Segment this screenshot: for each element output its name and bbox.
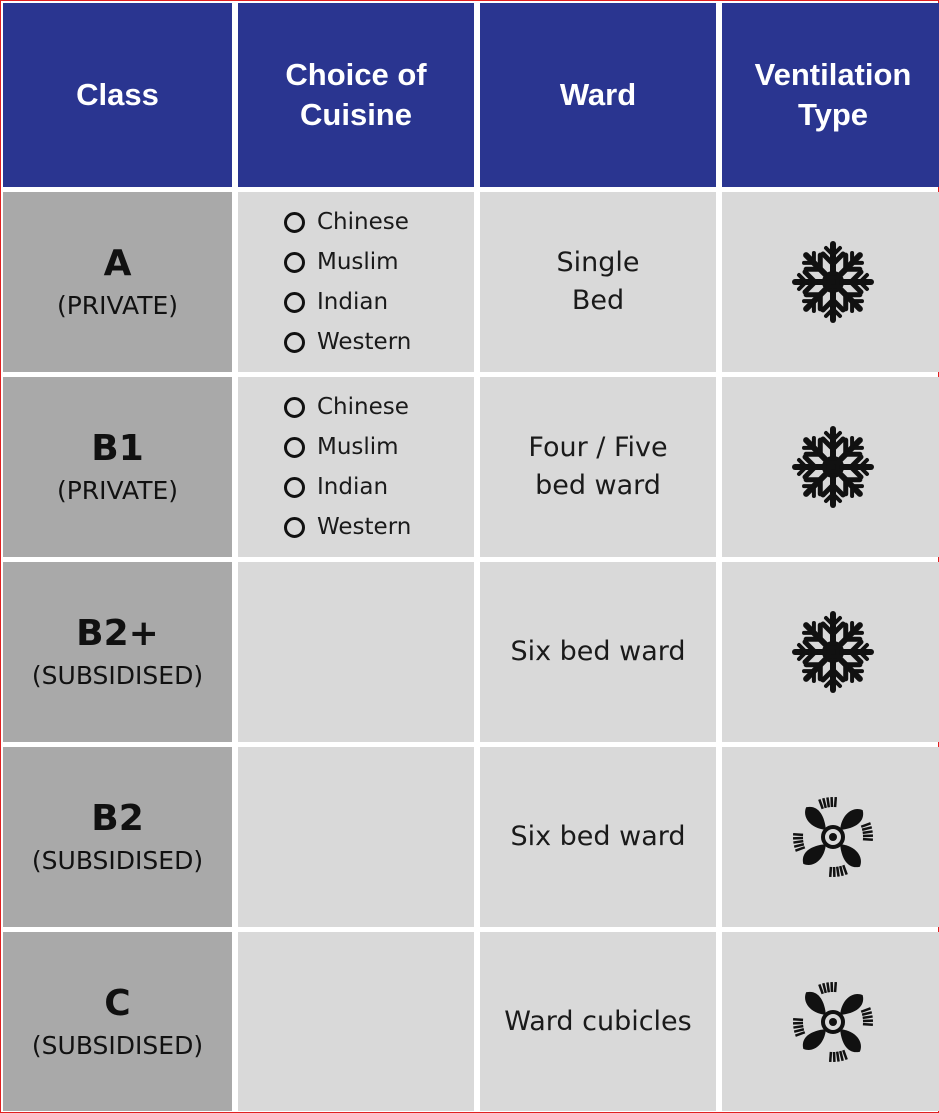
cuisine-cell-b2 [238, 747, 474, 927]
class-name: C [104, 982, 131, 1024]
header-cuisine [238, 3, 474, 187]
cuisine-option[interactable] [284, 427, 411, 467]
ward-line1: Four / Five [528, 432, 668, 463]
radio-icon[interactable] [284, 397, 305, 418]
ventilation-cell-c [722, 932, 939, 1111]
ward-line2: Bed [571, 285, 625, 316]
header-vent-line1: Ventilation [754, 57, 912, 92]
fan-icon [791, 795, 875, 879]
cuisine-label: Chinese [317, 394, 409, 420]
header-ward-label: Ward [559, 77, 637, 112]
class-name: A [103, 243, 132, 284]
snowflake-icon [791, 610, 875, 694]
class-name: B1 [91, 428, 144, 469]
cuisine-label: Indian [317, 289, 389, 315]
header-ward [480, 3, 716, 187]
ward-line2: bed ward [535, 470, 661, 501]
header-class [3, 3, 232, 187]
cuisine-option[interactable] [284, 507, 411, 547]
cuisine-label: Western [317, 514, 412, 540]
snowflake-icon [791, 425, 875, 509]
radio-icon[interactable] [284, 252, 305, 273]
cuisine-options [284, 387, 411, 547]
ward-cell-b2 [480, 747, 716, 927]
cuisine-cell-b2plus [238, 562, 474, 742]
ventilation-cell-a [722, 192, 939, 372]
cuisine-cell-b1 [238, 377, 474, 557]
radio-icon[interactable] [284, 332, 305, 353]
ward-line1: Six bed ward [510, 636, 686, 667]
ward-line1: Single [556, 247, 640, 278]
class-name: B2 [91, 798, 144, 839]
ward-cell-b1 [480, 377, 716, 557]
class-type: (SUBSIDISED) [31, 1030, 204, 1060]
cuisine-label: Western [317, 329, 412, 355]
cuisine-option[interactable] [284, 387, 411, 427]
cuisine-cell-a [238, 192, 474, 372]
radio-icon[interactable] [284, 517, 305, 538]
class-type: (PRIVATE) [56, 291, 179, 320]
header-cuisine-line1: Choice of [285, 57, 427, 92]
cuisine-option[interactable] [284, 202, 411, 242]
ventilation-cell-b2plus [722, 562, 939, 742]
header-class-label: Class [76, 77, 159, 112]
header-vent-line2: Type [797, 97, 869, 132]
radio-icon[interactable] [284, 437, 305, 458]
ward-line1: Six bed ward [510, 821, 686, 852]
cuisine-label: Muslim [317, 434, 399, 460]
radio-icon[interactable] [284, 292, 305, 313]
ward-cell-a [480, 192, 716, 372]
header-ventilation [722, 3, 939, 187]
cuisine-label: Indian [317, 474, 389, 500]
radio-icon[interactable] [284, 477, 305, 498]
cuisine-cell-c [238, 932, 474, 1111]
class-cell-b1 [3, 377, 232, 557]
snowflake-icon [791, 240, 875, 324]
cuisine-options [284, 202, 411, 362]
class-cell-b2 [3, 747, 232, 927]
cuisine-option[interactable] [284, 322, 411, 362]
class-name: B2+ [76, 613, 159, 654]
cuisine-label: Muslim [317, 249, 399, 275]
class-type: (SUBSIDISED) [31, 846, 204, 875]
ventilation-cell-b1 [722, 377, 939, 557]
ward-cell-c [480, 932, 716, 1111]
ward-cell-b2plus [480, 562, 716, 742]
ventilation-cell-b2 [722, 747, 939, 927]
header-cuisine-line2: Cuisine [300, 97, 412, 132]
fan-icon [791, 980, 875, 1064]
cuisine-option[interactable] [284, 467, 411, 507]
radio-icon[interactable] [284, 212, 305, 233]
class-cell-a [3, 192, 232, 372]
class-cell-b2plus [3, 562, 232, 742]
ward-line1: Ward cubicles [504, 1005, 692, 1037]
ward-class-table [3, 3, 938, 1111]
class-type: (PRIVATE) [56, 476, 179, 505]
cuisine-option[interactable] [284, 242, 411, 282]
cuisine-option[interactable] [284, 282, 411, 322]
cuisine-label: Chinese [317, 209, 409, 235]
class-cell-c [3, 932, 232, 1111]
class-type: (SUBSIDISED) [31, 661, 204, 690]
